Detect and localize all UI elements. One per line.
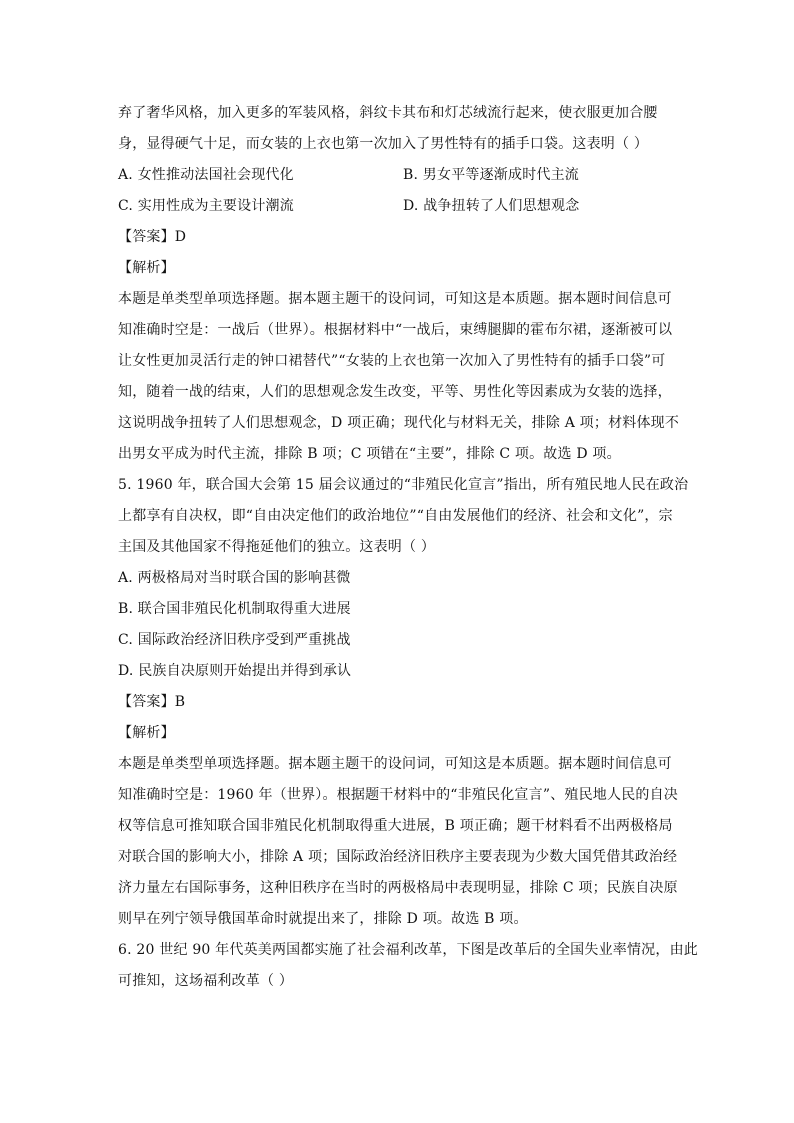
q4-analysis-line-6: 出男女平成为时代主流，排除 B 项；C 项错在“主要”，排除 C 项。故选 D 项。 xyxy=(118,446,621,462)
q5-option-b: B. 联合国非殖民化机制取得重大进展 xyxy=(118,601,351,617)
q5-analysis-label: 【解析】 xyxy=(118,725,175,741)
q4-option-c: C. 实用性成为主要设计潮流 xyxy=(118,198,294,214)
q4-analysis-line-4: 知，随着一战的结束，人们的思想观念发生改变，平等、男性化等因素成为女装的选择， xyxy=(118,384,672,400)
q4-options-row-2 xyxy=(118,194,688,225)
q5-analysis-line-3: 权等信息可推知联合国非殖民化机制取得重大进展，B 项正确；题干材料看不出两极格局 xyxy=(118,818,673,834)
q4-analysis-line-1: 本题是单类型单项选择题。据本题主题干的设问词，可知这是本质题。据本题时间信息可 xyxy=(118,291,672,307)
q4-option-a: A. 女性推动法国社会现代化 xyxy=(118,167,294,183)
q6-stem-line-1: 6. 20 世纪 90 年代英美两国都实施了社会福利改革，下图是改革后的全国失业率情况，由此 xyxy=(118,942,698,958)
q6-stem-line-2: 可推知，这场福利改革（ ） xyxy=(118,973,294,989)
q5-analysis-line-4: 对联合国的影响大小，排除 A 项；国际政治经济旧秩序主要表现为少数大国凭借其政治经 xyxy=(118,849,678,865)
q4-stem-line-1: 弃了奢华风格，加入更多的军装风格，斜纹卡其布和灯芯绒流行起来，使衣服更加合腰 xyxy=(118,105,658,121)
q4-answer: 【答案】D xyxy=(118,229,187,245)
q4-analysis-line-5: 这说明战争扭转了人们思想观念，D 项正确；现代化与材料无关，排除 A 项；材料体现不 xyxy=(118,415,680,431)
q4-analysis-line-3: 让女性更加灵活行走的钟口裙替代”“女装的上衣也第一次加入了男性特有的插手口袋”可 xyxy=(118,353,666,369)
q5-option-a: A. 两极格局对当时联合国的影响甚微 xyxy=(118,570,351,586)
q4-option-b: B. 男女平等逐渐成时代主流 xyxy=(403,167,579,183)
q5-analysis-line-1: 本题是单类型单项选择题。据本题主题干的设问词，可知这是本质题。据本题时间信息可 xyxy=(118,756,672,772)
q5-answer: 【答案】B xyxy=(118,694,186,710)
q5-stem-line-2: 上都享有自决权，即“自由决定他们的政治地位”“自由发展他们的经济、社会和文化”，宗 xyxy=(118,508,673,524)
q4-analysis-label: 【解析】 xyxy=(118,260,175,276)
q5-analysis-line-5: 济力量左右国际事务，这种旧秩序在当时的两极格局中表现明显，排除 C 项；民族自决原 xyxy=(118,880,678,896)
q5-option-d: D. 民族自决原则开始提出并得到承认 xyxy=(118,663,352,679)
q4-option-d: D. 战争扭转了人们思想观念 xyxy=(403,198,580,214)
q5-option-c: C. 国际政治经济旧秩序受到严重挑战 xyxy=(118,632,351,648)
q5-analysis-line-6: 则早在列宁领导俄国革命时就提出来了，排除 D 项。故选 B 项。 xyxy=(118,911,528,927)
q5-stem-line-1: 5. 1960 年，联合国大会第 15 届会议通过的“非殖民化宣言”指出，所有殖民地人民在政治 xyxy=(118,477,689,493)
q4-stem-line-2: 身，显得硬气十足，而女装的上衣也第一次加入了男性特有的插手口袋。这表明（ ） xyxy=(118,136,649,152)
page-content xyxy=(118,101,698,1000)
q4-analysis-line-2: 知准确时空是：一战后（世界）。根据材料中“一战后，束缚腿脚的霍布尔裙，逐渐被可以 xyxy=(118,322,673,338)
q4-options-row-1 xyxy=(118,163,688,194)
q5-stem-line-3: 主国及其他国家不得拖延他们的独立。这表明（ ） xyxy=(118,539,436,555)
q5-analysis-line-2: 知准确时空是：1960 年（世界）。根据题干材料中的“非殖民化宣言”、殖民地人民的自决 xyxy=(118,787,678,803)
